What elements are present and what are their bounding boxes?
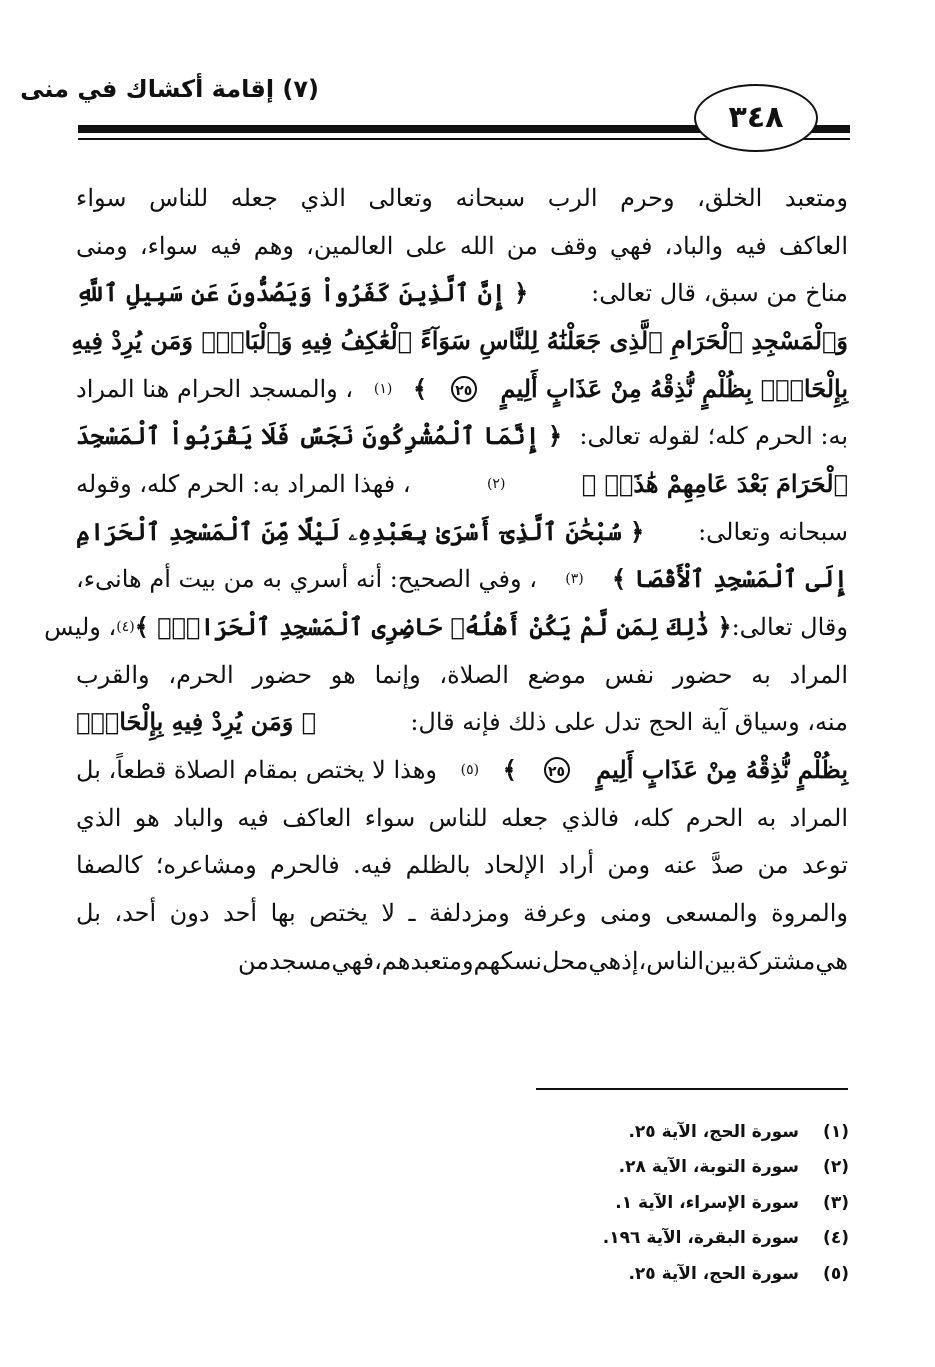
word: المراد [789,803,848,832]
word: جعله [230,183,278,212]
word: الحرم، [168,660,234,689]
body-line [76,508,848,556]
quran-verse-text: ﴿ إِنَّ ٱلَّذِينَ كَفَرُواْ وَيَصُدُّونَ عَن سَبِيلِ ٱللَّهِ [76,278,529,308]
word: به [756,803,777,832]
word: فهي [609,231,653,260]
word: أحد، [114,899,157,928]
body-line: بِظُلْمٍ نُّذِقْهُ مِنْ عَذَابٍ أَلِيمٍ ٢٥ ﴾ (٥) وهذا لا يختص بمقام الصلاة قطعاً، بل [76,755,848,785]
word: العاكف [282,803,352,832]
word: هو [134,803,160,832]
word: فالذي [561,803,620,832]
footnote-number: (٤) [823,1228,849,1249]
word: المراد [789,660,848,689]
body-line [76,651,848,699]
word: بها [270,899,296,928]
word: فيه [210,231,242,260]
word: وقف [549,231,598,260]
word: الإلحاد [483,851,546,880]
body-line [76,842,848,890]
body-line: إِلَى ٱلْمَسْجِدِ ٱلْأَقْصَا ﴾ (٣) ، وفي الصحيح: أنه أسري به من بيت أم هانىء، [76,564,848,594]
footnote-number: (٢) [823,1157,849,1178]
quran-verse-text: ﴾ [413,373,428,403]
word: والباد [173,803,224,832]
word: للناس [428,803,488,832]
body-text-segment: سبحانه وتعالى: [698,517,848,546]
word: على [405,231,448,260]
body-line: بِإِلْحَادٍۭ بِظُلْمٍ نُّذِقْهُ مِنْ عَذَابٍ أَلِيمٍ ٢٥ ﴾ (١) ، والمسجد الحرام هنا المراد [76,373,848,403]
word: الناس، [638,946,705,975]
word: سواء، [139,231,199,260]
word: من [238,946,270,975]
word: بالظلم [405,851,471,880]
footnote-separator [536,1088,848,1090]
body-text-segment: ، والمسجد الحرام هنا المراد [76,374,354,403]
word: حضور [252,660,313,689]
word: إذ [621,946,639,975]
body-text-segment: مناخ من سبق، قال تعالى: [591,279,848,308]
word: الذي [300,183,346,212]
footnote-item [603,1256,849,1292]
word: الله [459,231,495,260]
body-line: وقال تعالى: ﴿ ذَٰلِكَ لِمَن لَّمْ يَكُنْ أَهْلُهُۥ حَاضِرِى ٱلْمَسْجِدِ ٱلْحَرَامِۚ ﴾ (٤) ، وليس [44,612,848,642]
word: هو [330,660,356,689]
word: هي [588,946,622,975]
word: كله، [632,803,673,832]
word: ومزدلفة [428,899,510,928]
body-line [76,889,848,937]
word: ومشاعره؛ [155,851,257,880]
quran-verse-text: بِظُلْمٍ نُّذِقْهُ مِنْ عَذَابٍ أَلِيمٍ [596,755,848,785]
word: الخلق، [697,183,763,212]
body-text-segment: ، وليس [44,613,117,642]
quran-verse-text: بِإِلْحَادٍۭ بِظُلْمٍ نُّذِقْهُ مِنْ عَذَابٍ أَلِيمٍ [500,373,848,403]
word: هي [815,946,848,975]
word: حضور [672,660,733,689]
word: بين [704,946,737,975]
word: توعد [802,851,848,880]
word: من [506,231,538,260]
body-text-segment: ، وفي الصحيح: أنه أسري به من بيت أم هانىء، [76,565,537,594]
word: فيه [237,803,269,832]
footnotes [603,1114,849,1292]
body-line [76,699,848,747]
word: ـ [408,899,416,928]
word: أراد [558,851,595,880]
quran-verse-text: إِلَى ٱلْمَسْجِدِ ٱلْأَقْصَا ﴾ [611,564,848,594]
footnote-item [603,1150,849,1186]
word: والقرب [76,660,150,689]
quran-verse-text: وَٱلْمَسْجِدِ ٱلْحَرَامِ ٱلَّذِى جَعَلْنَٰهُ لِلنَّاسِ سَوَآءً ٱلْعَٰكِفُ فِيهِ وَٱلْبَادِۚ وَمَن يُرِدْ فِيهِ [71,325,848,355]
body-line [76,937,848,985]
footnote-item [603,1185,849,1221]
page-number-oval [694,84,818,152]
word: ومن [607,851,651,880]
word: كالصفا [76,851,143,880]
word: الذي [76,803,122,832]
body-text-segment: وهذا لا يختص بمقام الصلاة قطعاً، بل [76,756,438,785]
word: جعله [501,803,549,832]
quran-verse-text: ﴿ ذَٰلِكَ لِمَن لَّمْ يَكُنْ أَهْلُهُۥ حَاضِرِى ٱلْمَسْجِدِ ٱلْحَرَامِۚ ﴾ [134,612,732,642]
word: مسجد [269,946,332,975]
word: وإنما [374,660,421,689]
footnote-text: سورة التوبة، الآية ٢٨. [618,1157,799,1178]
word: دون [169,899,210,928]
word: فيه. [353,851,393,880]
body-line: ٱلْحَرَامَ بَعْدَ عَامِهِمْ هَٰذَاۚ ﴾ (٢) ، فهذا المراد به: الحرم كله، وقوله [76,468,848,498]
footnote-text: سورة الإسراء، الآية ١. [615,1192,799,1213]
word: به [751,660,771,689]
chapter-title: (٧) إقامة أكشاك في منى [20,75,319,103]
footnote-item [603,1221,849,1257]
word: الصلاة، [439,660,509,689]
word: من [757,851,789,880]
word: والمسعى [665,899,758,928]
body-text-segment: به: الحرم كله؛ لقوله تعالى: [579,422,848,451]
word: وحرم [620,183,675,212]
page-number: ٣٤٨ [728,100,784,135]
quran-verse-text: ٱلْحَرَامَ بَعْدَ عَامِهِمْ هَٰذَاۚ ﴾ [581,468,848,498]
body-text [44,174,848,985]
word: وتعالى [368,183,433,212]
word: نفس [604,660,655,689]
footnote-item [603,1114,849,1150]
word: نسكهم [473,946,542,975]
ayah-number-mark: ٢٥ [544,757,570,783]
word: للناس [149,183,209,212]
body-text-segment: منه، وسياق آية الحج تدل على ذلك فإنه قال: [410,708,848,737]
quran-verse-text: ﴿ وَمَن يُرِدْ فِيهِ بِإِلْحَادٍۭ [76,707,317,737]
footnote-text: سورة الحج، الآية ٢٥. [628,1263,799,1284]
body-line [76,174,848,222]
word: يختص [309,899,368,928]
word: مشتركة [736,946,816,975]
word: فيه [735,231,767,260]
word: ومتعبدهم، [374,946,474,975]
word: والباد، [664,231,724,260]
word: فالحرم [270,851,340,880]
ayah-number-mark: ٢٥ [451,376,477,402]
body-line [76,412,848,460]
word: سواء [364,803,416,832]
word: فهي [331,946,375,975]
word: الرب [547,183,598,212]
word: سبحانه [455,183,526,212]
word: ومنى [76,231,128,260]
word: ومتعبد [784,183,848,212]
word: وهم [253,231,295,260]
footnote-number: (١) [823,1121,849,1142]
body-text-segment: وقال تعالى: [731,613,848,642]
word: العالمين، [306,231,394,260]
word: والمروة [771,899,848,928]
word: صدَّ [711,851,745,880]
footnote-number: (٣) [823,1192,849,1213]
quran-verse-text: ﴾ [502,755,517,785]
quran-verse-text: ﴿ سُبْحَٰنَ ٱلَّذِىٓ أَسْرَىٰ بِعَبْدِهِۦ لَيْلًا مِّنَ ٱلْمَسْجِدِ ٱلْحَرَامِ [76,516,645,546]
quran-verse-text: ﴿ إِنَّمَا ٱلْمُشْرِكُونَ نَجَسٌ فَلَا يَقْرَبُواْ ٱلْمَسْجِدَ [76,421,563,451]
word: أحد [223,899,258,928]
body-line [76,794,848,842]
word: سواء [76,183,127,212]
word: لا [381,899,396,928]
word: ومنى [600,899,652,928]
body-line [76,269,848,317]
body-line [76,222,848,270]
word: بل [76,899,101,928]
body-line [71,317,848,365]
word: الحرم [685,803,744,832]
word: موضع [527,660,586,689]
word: العاكف [778,231,848,260]
body-text-segment: ، فهذا المراد به: الحرم كله، وقوله [76,469,411,498]
word: عنه [663,851,698,880]
footnote-text: سورة الحج، الآية ٢٥. [628,1121,799,1142]
word: وعرفة [523,899,587,928]
word: محل [541,946,589,975]
footnote-text: سورة البقرة، الآية ١٩٦. [602,1228,799,1249]
footnote-number: (٥) [823,1263,849,1284]
